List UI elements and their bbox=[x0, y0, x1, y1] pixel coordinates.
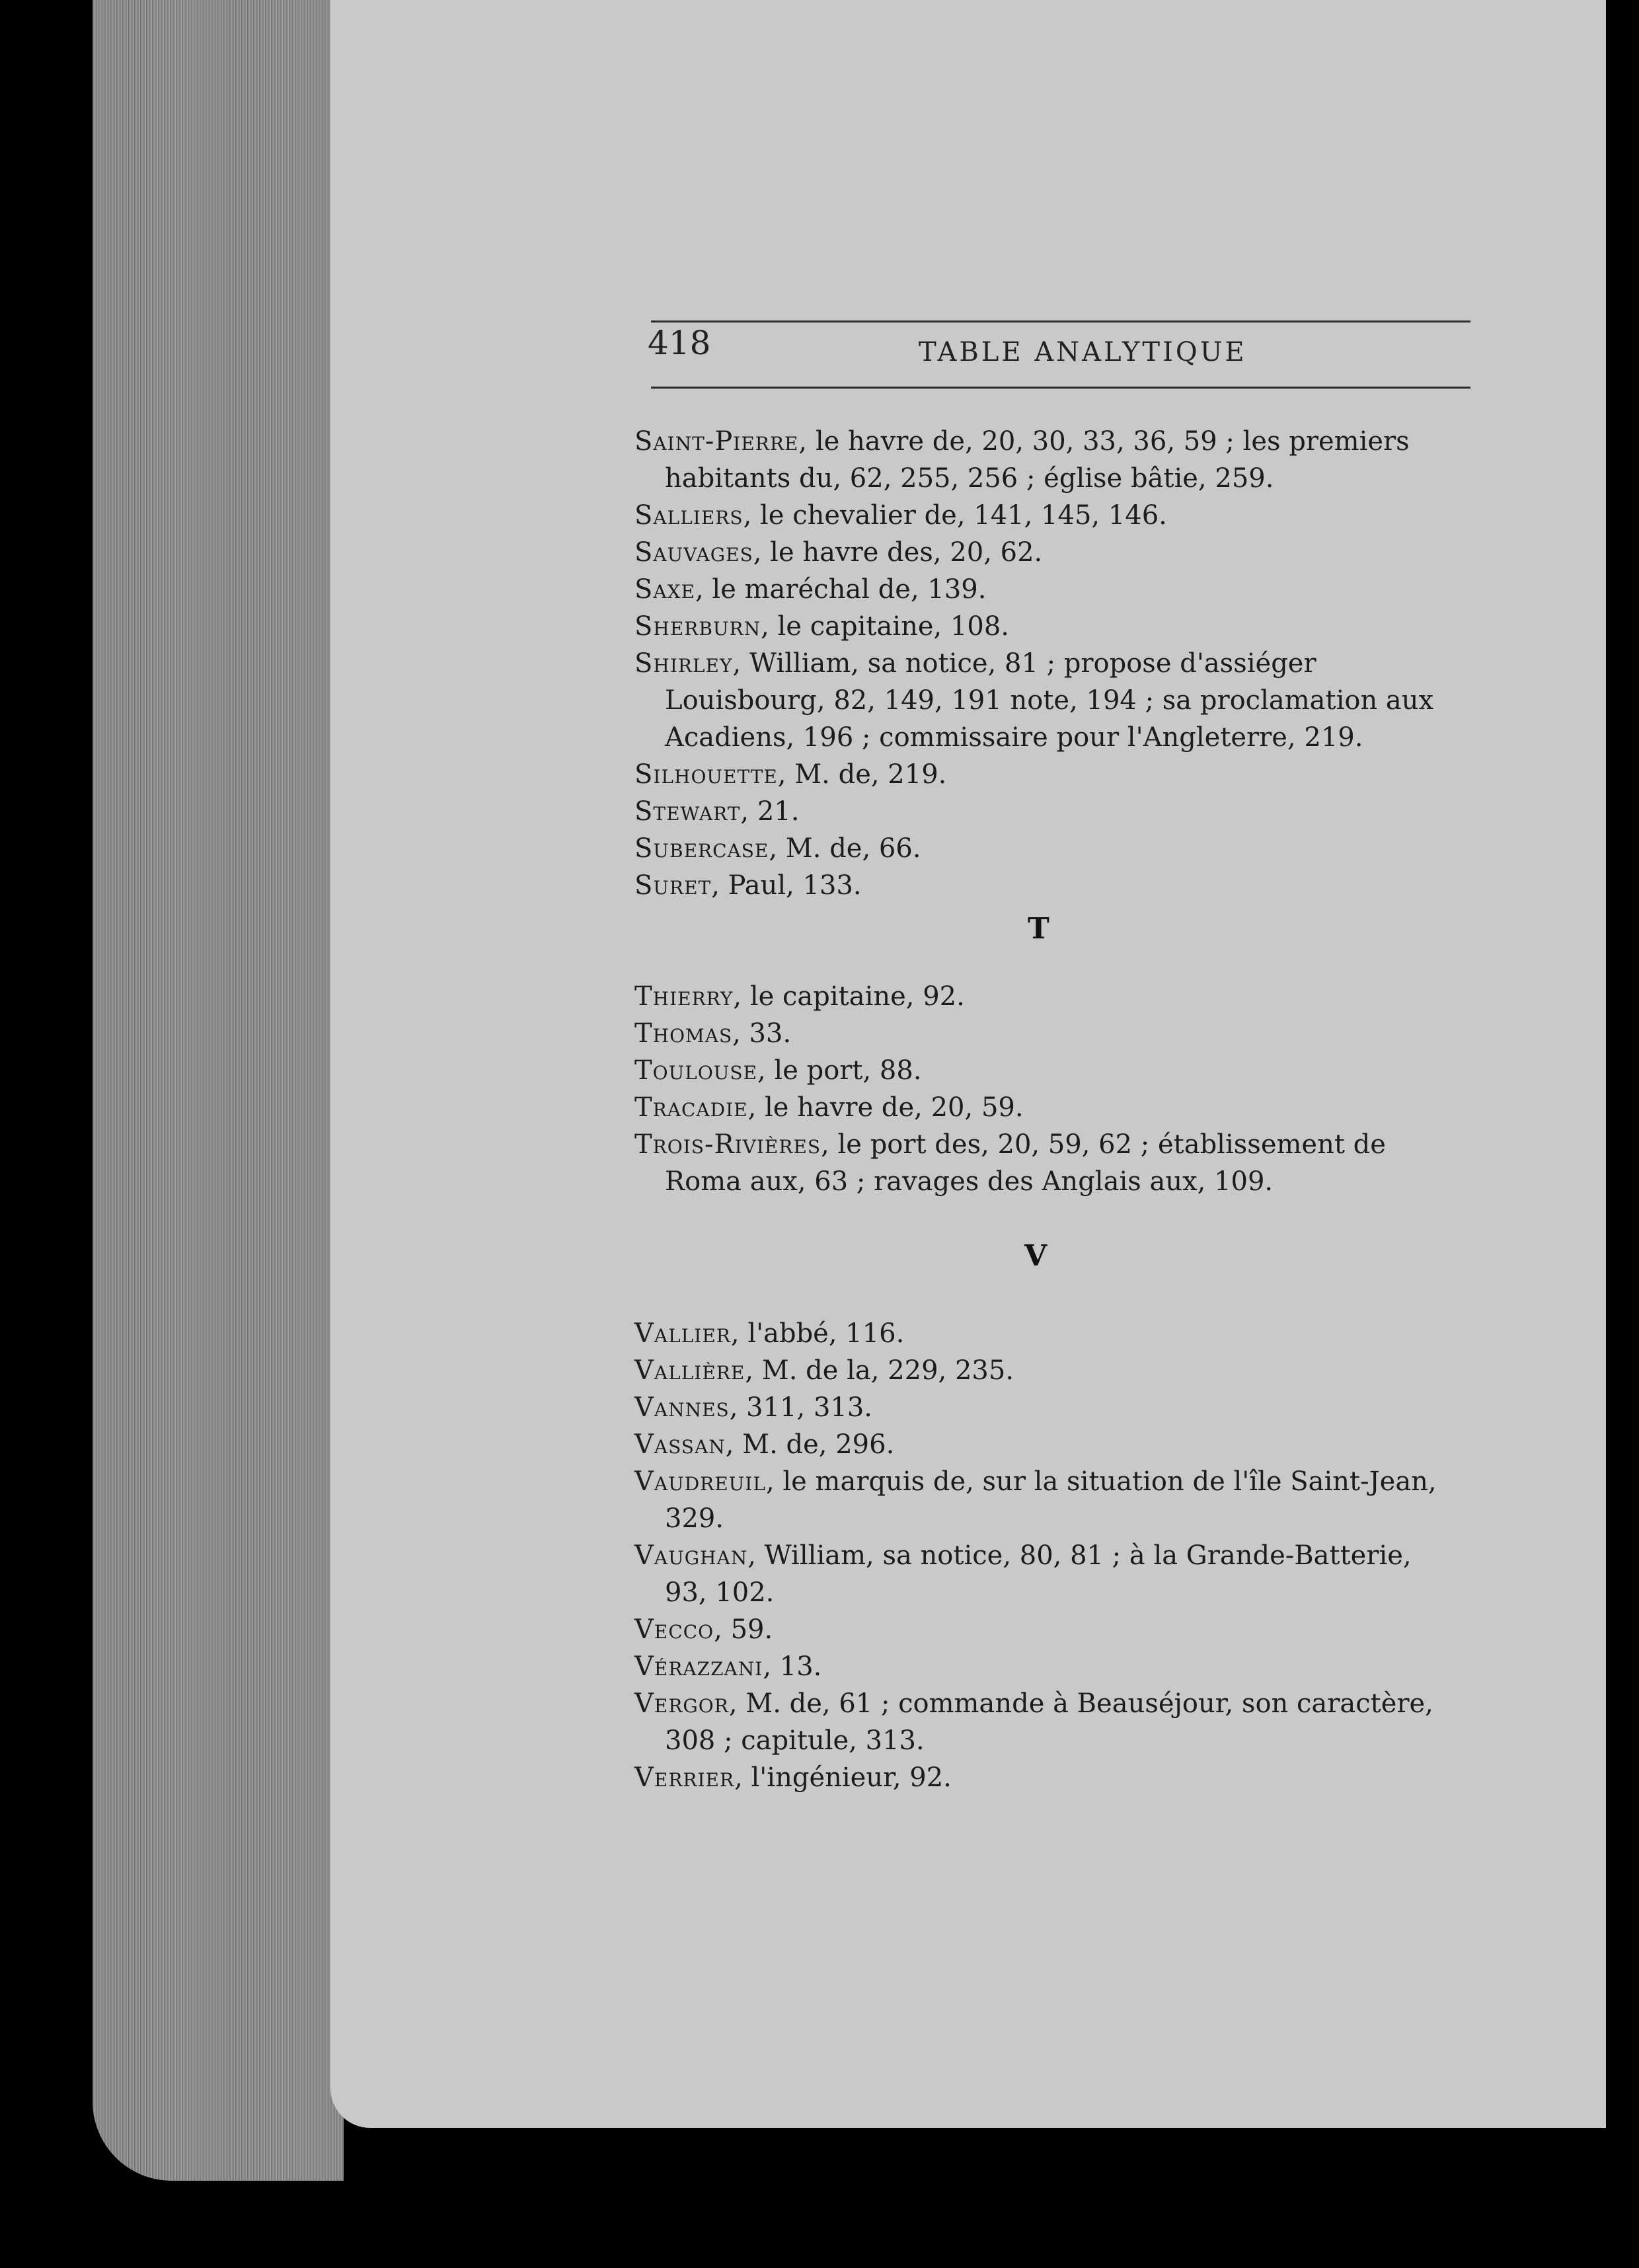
index-entry: Vassan, M. de, 296. bbox=[634, 1429, 895, 1460]
index-entry: Saint-Pierre, le havre de, 20, 30, 33, 36, 59 ; les premiers habitants du, 62, 255, 256 ; église bâtie, 259. bbox=[634, 426, 1410, 494]
page-number: 418 bbox=[648, 324, 711, 362]
index-entry: Tracadie, le havre de, 20, 59. bbox=[634, 1092, 1024, 1123]
index-entry: Vallier, l'abbé, 116. bbox=[634, 1318, 905, 1349]
index-entry: Vergor, M. de, 61 ; commande à Beauséjour, son caractère, 308 ; capitule, 313. bbox=[634, 1688, 1433, 1756]
index-entry: Toulouse, le port, 88. bbox=[634, 1055, 922, 1086]
index-entry: Salliers, le chevalier de, 141, 145, 146. bbox=[634, 500, 1167, 531]
book-page-edges bbox=[93, 0, 344, 2181]
index-entry: Stewart, 21. bbox=[634, 796, 800, 827]
index-section-v bbox=[634, 1315, 1461, 1796]
index-entry: Trois-Rivières, le port des, 20, 59, 62 ; établissement de Roma aux, 63 ; ravages des Anglais aux, 109. bbox=[634, 1129, 1386, 1197]
index-entry: Vecco, 59. bbox=[634, 1614, 773, 1645]
index-entry: Verrier, l'ingénieur, 92. bbox=[634, 1762, 952, 1793]
page-header-title: TABLE ANALYTIQUE bbox=[919, 337, 1247, 367]
index-entry: Suret, Paul, 133. bbox=[634, 870, 862, 901]
index-entry: Sauvages, le havre des, 20, 62. bbox=[634, 537, 1043, 568]
header-rule-bottom bbox=[651, 387, 1470, 389]
header-rule-top bbox=[651, 321, 1470, 322]
index-entry: Shirley, William, sa notice, 81 ; propose d'assiéger Louisbourg, 82, 149, 191 note, 194 ; sa proclamation aux Acadiens, 196 ; commissaire pour l'Angleterre, 219. bbox=[634, 648, 1434, 753]
index-entry: Vaughan, William, sa notice, 80, 81 ; à la Grande-Batterie, 93, 102. bbox=[634, 1540, 1412, 1608]
index-section-s bbox=[634, 423, 1461, 904]
index-entry: Vallière, M. de la, 229, 235. bbox=[634, 1355, 1014, 1386]
index-entry: Vaudreuil, le marquis de, sur la situation de l'île Saint-Jean, 329. bbox=[634, 1466, 1437, 1534]
section-letter-v: V bbox=[1024, 1239, 1048, 1273]
index-entry: Vannes, 311, 313. bbox=[634, 1392, 873, 1423]
index-entry: Vérazzani, 13. bbox=[634, 1651, 822, 1682]
index-entry: Sherburn, le capitaine, 108. bbox=[634, 611, 1010, 642]
index-section-t bbox=[634, 978, 1461, 1200]
index-entry: Silhouette, M. de, 219. bbox=[634, 759, 947, 790]
index-entry: Thomas, 33. bbox=[634, 1018, 792, 1049]
index-entry: Subercase, M. de, 66. bbox=[634, 833, 921, 864]
index-entry: Thierry, le capitaine, 92. bbox=[634, 981, 965, 1012]
section-letter-t: T bbox=[1028, 912, 1049, 946]
index-entry: Saxe, le maréchal de, 139. bbox=[634, 574, 987, 605]
